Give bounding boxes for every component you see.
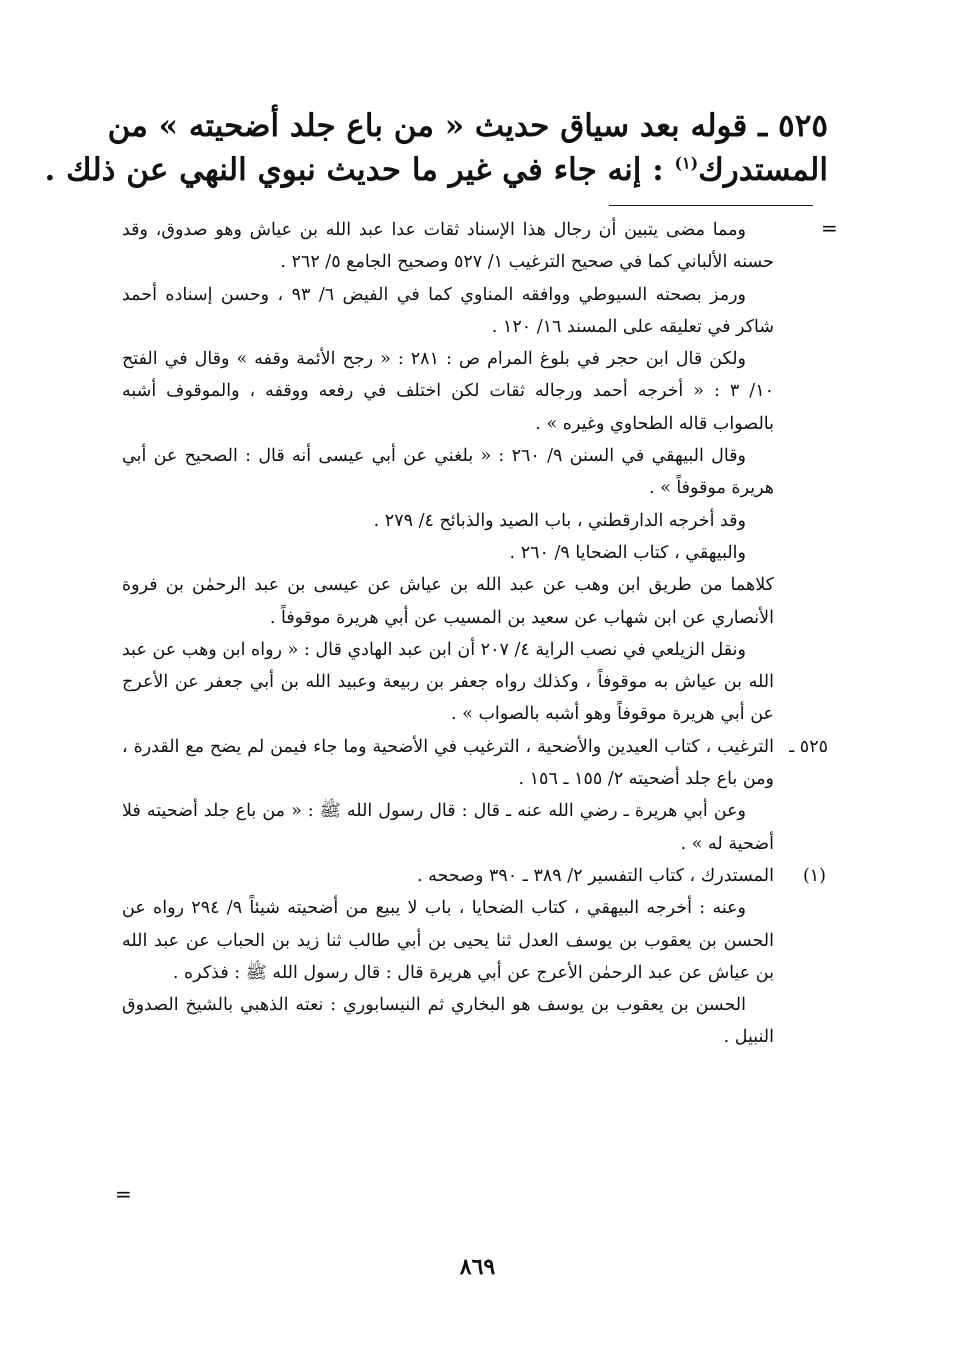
continuation-mark-top: = bbox=[821, 216, 838, 240]
note-paragraph: وعن أبي هريرة ـ رضي الله عنه ـ قال : قال رسول الله ﷺ : « من باع جلد أضحيته فلا أضحية له » . bbox=[122, 801, 774, 854]
note-paragraph-525 bbox=[122, 731, 828, 796]
note-paragraph: وقد أخرجه الدارقطني ، باب الصيد والذبائح ٤/ ٢٧٩ . bbox=[373, 510, 746, 531]
main-text-line-2 bbox=[44, 148, 828, 192]
footnote-text: المستدرك ، كتاب التفسير ٢/ ٣٨٩ ـ ٣٩٠ وصححه . bbox=[417, 865, 774, 886]
footnote-reference[interactable]: (١) bbox=[674, 153, 699, 173]
page-number: ٨٦٩ bbox=[459, 1254, 496, 1280]
main-text bbox=[44, 104, 828, 192]
note-paragraph: ومما مضى يتبين أن رجال هذا الإسناد ثقات عدا عبد الله بن عياش وهو صدوق، وقد حسنه الألباني كما في صحيح الترغيب ١/ ٥٢٧ وصحيح الجامع ٥/ ٢٦٢ . bbox=[122, 220, 774, 273]
main-text-line-2-end: : إنه جاء في غير ما حديث نبوي النهي عن ذلك . bbox=[44, 152, 675, 188]
footnotes-block bbox=[122, 214, 828, 1054]
footnote-number: (١) bbox=[802, 865, 826, 886]
note-paragraph: ولكن قال ابن حجر في بلوغ المرام ص : ٢٨١ : « رجح الأئمة وقفه » وقال في الفتح ١٠/ ٣ : « أخرجه أحمد ورجاله ثقات لكن اختلف في رفعه ووقفه ، والموقوف أشبه بالصواب قاله الطحاوي وغيره » . bbox=[122, 349, 774, 434]
note-paragraph: ورمز بصحته السيوطي ووافقه المناوي كما في الفيض ٦/ ٩٣ ، وحسن إسناده أحمد شاكر في تعليقه على المسند ١٦/ ١٢٠ . bbox=[122, 284, 774, 337]
continuation-mark-bottom: = bbox=[115, 1182, 132, 1206]
note-paragraph: والبيهقي ، كتاب الضحايا ٩/ ٢٦٠ . bbox=[509, 542, 746, 563]
note-paragraph: ونقل الزيلعي في نصب الراية ٤/ ٢٠٧ أن ابن عبد الهادي قال : « رواه ابن وهب عن عبد الله بن عياش به موقوفاً ، وكذلك رواه جعفر بن ربيعة وعبيد الله بن أبي جعفر عن الأعرج عن أبي هريرة موقوفاً وهو أشبه بالصواب » . bbox=[122, 639, 774, 725]
note-text-525: الترغيب ، كتاب العيدين والأضحية ، الترغيب في الأضحية وما جاء فيمن لم يضح مع القدرة ، ومن باع جلد أضحيته ٢/ ١٥٥ ـ ١٥٦ . bbox=[122, 736, 774, 790]
footnote-separator bbox=[609, 205, 813, 206]
note-paragraph: كلاهما من طريق ابن وهب عن عبد الله بن عياش عن عيسى بن عبد الرحمٰن بن فروة الأنصاري عن ابن شهاب عن سعيد بن المسيب عن أبي هريرة موقوفاً . bbox=[122, 575, 774, 628]
note-paragraph: وعنه : أخرجه البيهقي ، كتاب الضحايا ، باب لا يبيع من أضحيته شيئاً ٩/ ٢٩٤ رواه عن الحسن بن يعقوب بن يوسف العدل ثنا يحيى بن أبي طالب ثنا زيد بن الحباب عن عبد الله بن عياش عن عبد الرحمٰن الأعرج عن أبي هريرة قال : قال رسول الله ﷺ : فذكره . bbox=[122, 898, 774, 983]
note-paragraph: وقال البيهقي في السنن ٩/ ٢٦٠ : « بلغني عن أبي عيسى أنه قال : الصحيح عن أبي هريرة موقوفاً » . bbox=[122, 446, 774, 499]
note-number-525: ٥٢٥ ـ bbox=[789, 736, 828, 757]
note-paragraph: الحسن بن يعقوب بن يوسف هو البخاري ثم النيسابوري : نعته الذهبي بالشيخ الصدوق النبيل . bbox=[122, 995, 774, 1048]
main-text-line-2-start: المستدرك bbox=[698, 152, 828, 188]
main-text-line-1: ٥٢٥ ـ قوله بعد سياق حديث « من باع جلد أضحيته » من bbox=[107, 108, 828, 144]
footnote-1 bbox=[122, 860, 826, 892]
